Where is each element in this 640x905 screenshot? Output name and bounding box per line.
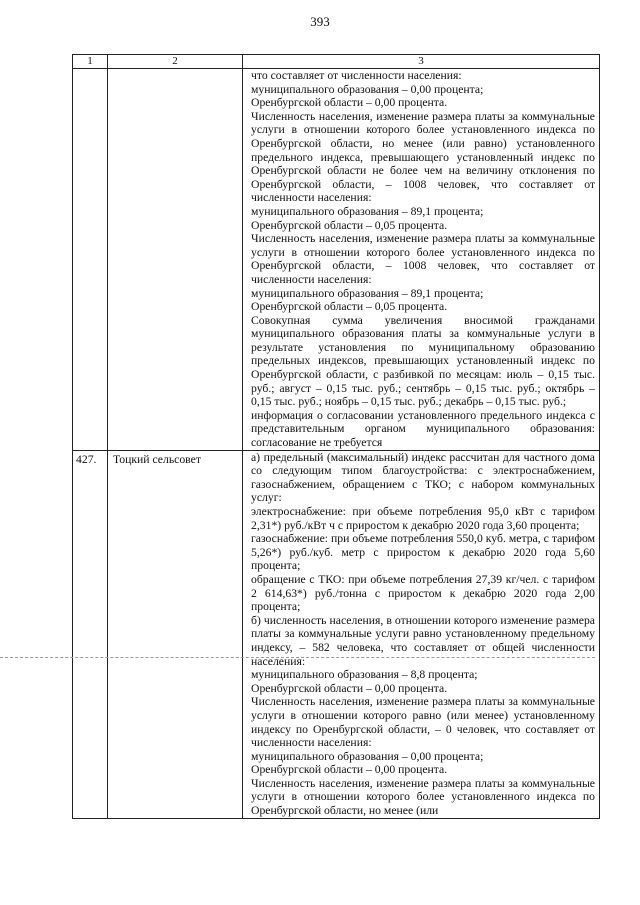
paragraph: электроснабжение: при объеме потребления 95,0 кВт с тарифом 2,31*) руб./кВт ч с приростом к декабрю 2020 года 3,60 процента; bbox=[251, 505, 595, 532]
table-header-row bbox=[73, 55, 600, 69]
table-row-continuation bbox=[73, 69, 600, 451]
row-number bbox=[73, 69, 108, 451]
page-number: 393 bbox=[310, 14, 330, 29]
paragraph: муниципального образования – 0,00 процента; bbox=[251, 82, 484, 96]
paragraph: что составляет от численности населения: bbox=[251, 69, 462, 82]
paragraph: Оренбургской области – 0,00 процента. bbox=[251, 763, 448, 777]
header-col-1: 1 bbox=[73, 55, 108, 69]
paragraph: информация о согласовании установленного предельного индекса с представительным органом муниципального образования: согласование не требуется bbox=[251, 408, 595, 450]
paragraph: муниципального образования – 0,00 процента; bbox=[251, 749, 484, 763]
row-description bbox=[243, 450, 600, 818]
row-description bbox=[243, 69, 600, 451]
header-col-3: 3 bbox=[243, 55, 600, 69]
paragraph: Оренбургской области – 0,05 процента. bbox=[251, 300, 448, 314]
row-number: 427. bbox=[73, 450, 108, 818]
paragraph: Совокупная сумма увеличения вносимой гражданами муниципального образования платы за коммунальные услуги в результате установления по муниципальному образованию предельных индексов, превышающих установленный индекс по Оренбургской области, с разбивкой по месяцам: июль – 0,15 тыс. руб.; август – 0,15 тыс. руб.; сентябрь – 0,15 тыс. руб.; октябрь – 0,15 тыс. руб.; ноябрь – 0,15 тыс. руб.; декабрь – 0,15 тыс. руб.; bbox=[251, 313, 595, 409]
paragraph: Численность населения, изменение размера платы за коммунальные услуги в отношении которого более установленного индекса по Оренбургской области, но менее (или bbox=[251, 776, 595, 818]
paragraph: Оренбургской области – 0,00 процента. bbox=[251, 681, 448, 695]
data-table bbox=[72, 54, 600, 819]
paragraph: Оренбургской области – 0,05 процента. bbox=[251, 218, 448, 232]
paragraph: газоснабжение: при объеме потребления 550,0 куб. метра, с тарифом 5,26*) руб./куб. метр с приростом к декабрю 2020 года 5,60 процента; bbox=[251, 532, 595, 573]
paragraph: муниципального образования – 8,8 процента; bbox=[251, 668, 478, 682]
header-col-2: 2 bbox=[108, 55, 243, 69]
paragraph: Численность населения, изменение размера платы за коммунальные услуги в отношении которого более установленного индекса по Оренбургской области, – 1008 человек, что составляет от численности населения: bbox=[251, 232, 595, 286]
paragraph: б) численность населения, в отношении которого изменение размера платы за коммунальные услуги равно установленному предельному индексу, – 582 человека, что составляет от общей численности населения: bbox=[251, 613, 595, 668]
row-municipality: Тоцкий сельсовет bbox=[108, 450, 243, 818]
paragraph: муниципального образования – 89,1 процента; bbox=[251, 204, 484, 218]
paragraph: обращение с ТКО: при объеме потребления 27,39 кг/чел. с тарифом 2 614,63*) руб./тонна с приростом к декабрю 2020 года 2,00 процента; bbox=[251, 572, 595, 614]
paragraph: а) предельный (максимальный) индекс рассчитан для частного дома со следующим типом благоустройства: с электроснабжением, газоснабжением, обращением с ТКО; с набором коммунальных услуг: bbox=[251, 450, 595, 505]
paragraph: Оренбургской области – 0,00 процента. bbox=[251, 96, 448, 110]
paragraph: муниципального образования – 89,1 процента; bbox=[251, 286, 484, 300]
paragraph: Численность населения, изменение размера платы за коммунальные услуги в отношении которого более установленного индекса по Оренбургской области, но менее (или равно) установленного предельного индекса, превышающего установленный индекс по Оренбургской области не более чем на величину отклонения по Оренбургской области, – 1008 человек, что составляет от численности населения: bbox=[251, 109, 595, 205]
paragraph: Численность населения, изменение размера платы за коммунальные услуги в отношении которого равно (или менее) установленному индексу по Оренбургской области, – 0 человек, что составляет от численности населения: bbox=[251, 695, 595, 750]
table-row-427 bbox=[73, 450, 600, 818]
row-municipality bbox=[108, 69, 243, 451]
